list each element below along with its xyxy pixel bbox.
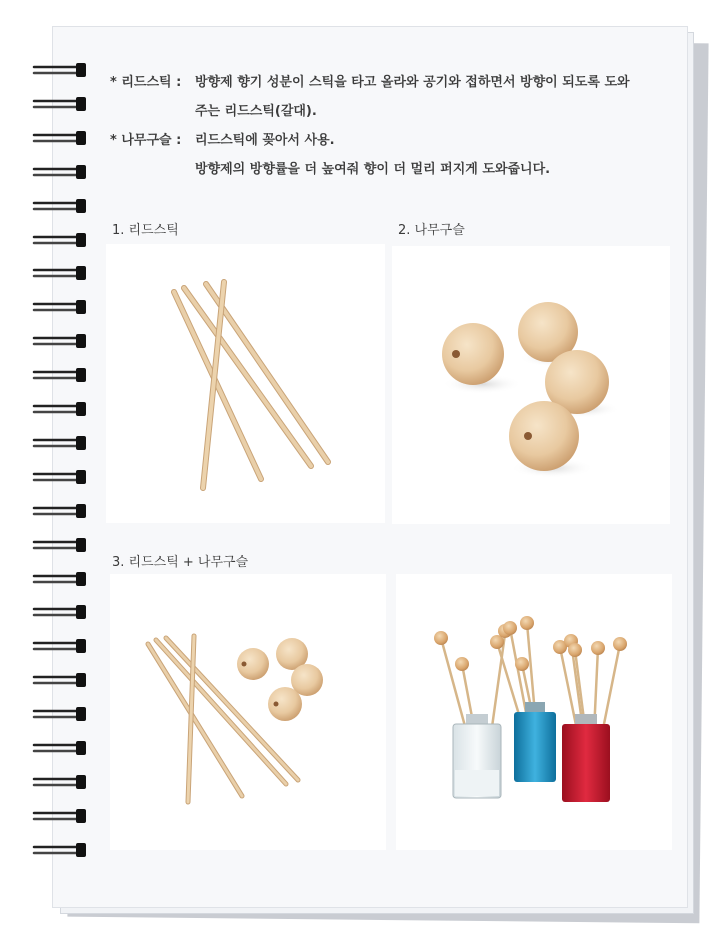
spiral-ring — [32, 537, 92, 553]
spiral-ring — [32, 638, 92, 654]
note-text: 리드스틱에 꽂아서 사용. — [195, 133, 335, 148]
spiral-ring — [32, 842, 92, 858]
spiral-binding — [32, 62, 92, 882]
note-reed-stick — [110, 68, 685, 97]
note-continuation: 방향제의 방향률을 더 높여줘 향이 더 멀리 퍼지게 도와줍니다. — [195, 162, 551, 177]
spiral-ring — [32, 62, 92, 78]
spiral-ring — [32, 571, 92, 587]
reed-sticks — [148, 636, 298, 802]
note-label: * 나무구슬 : — [110, 133, 182, 148]
spiral-ring — [32, 265, 92, 281]
blue-bottle — [514, 702, 556, 782]
diffuser-bottles-photo — [396, 574, 672, 850]
spiral-ring — [32, 672, 92, 688]
spiral-ring — [32, 333, 92, 349]
spiral-ring — [32, 367, 92, 383]
spiral-ring — [32, 299, 92, 315]
section-label-reed-stick: 1. 리드스틱 — [112, 223, 179, 238]
spiral-ring — [32, 469, 92, 485]
spiral-ring — [32, 706, 92, 722]
stick-and-bead-photo — [110, 574, 386, 850]
clear-bottle — [453, 714, 501, 798]
spiral-ring — [32, 164, 92, 180]
wood-bead-photo — [392, 246, 670, 524]
spiral-ring — [32, 435, 92, 451]
spiral-ring — [32, 604, 92, 620]
reed-stick-photo — [106, 244, 385, 523]
section-label-combined: 3. 리드스틱 + 나무구슬 — [112, 555, 249, 570]
description-block — [110, 68, 685, 184]
note-label: * 리드스틱 : — [110, 75, 182, 90]
spiral-ring — [32, 232, 92, 248]
spiral-ring — [32, 774, 92, 790]
spiral-ring — [32, 808, 92, 824]
reed-sticks — [174, 282, 328, 488]
spiral-ring — [32, 740, 92, 756]
section-label-wood-bead: 2. 나무구슬 — [398, 223, 465, 238]
note-wood-bead — [110, 126, 685, 155]
spiral-ring — [32, 130, 92, 146]
spiral-ring — [32, 401, 92, 417]
red-bottle — [562, 714, 610, 802]
note-continuation: 주는 리드스틱(갈대). — [195, 104, 317, 119]
spiral-ring — [32, 96, 92, 112]
spiral-ring — [32, 503, 92, 519]
note-text: 방향제 향기 성분이 스틱을 타고 올라와 공기와 접하면서 방향이 되도록 도와 — [195, 75, 630, 90]
wood-beads — [237, 638, 323, 721]
spiral-ring — [32, 198, 92, 214]
